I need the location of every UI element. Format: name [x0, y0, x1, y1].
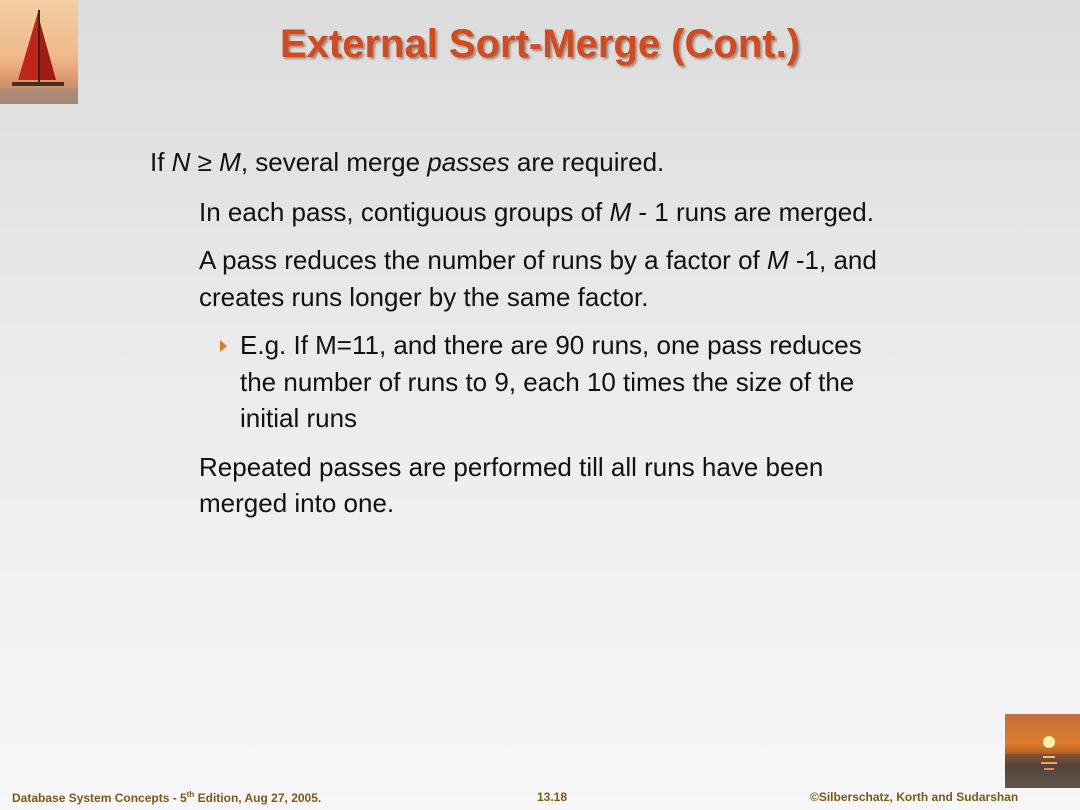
slide-title: External Sort-Merge (Cont.)	[279, 22, 801, 66]
bullet-4-line-1: Repeated passes are performed till all runs have been	[199, 452, 824, 482]
bullet-2: In each pass, contiguous groups of M - 1 runs are merged.	[199, 197, 874, 227]
bullet-3-line-1: A pass reduces the number of runs by a factor of M -1, and	[199, 245, 877, 275]
sunset-logo-icon	[1005, 714, 1080, 788]
sub-bullet-line-2: the number of runs to 9, each 10 times the size of the	[240, 367, 855, 397]
footer-page-number: 13.18	[537, 790, 568, 804]
sub-bullet-line-1: E.g. If M=11, and there are 90 runs, one pass reduces	[240, 330, 862, 360]
bullet-3-line-2: creates runs longer by the same factor.	[199, 282, 649, 312]
footer-book-info: Database System Concepts - 5th Edition, Aug 27, 2005.	[12, 790, 322, 805]
footer-copyright: ©Silberschatz, Korth and Sudarshan	[810, 790, 1019, 804]
sub-bullet-line-3: initial runs	[240, 403, 358, 433]
bullet-arrow-icon	[220, 340, 227, 352]
bullet-1: If N ≥ M, several merge passes are required.	[150, 147, 665, 177]
bullet-4-line-2: merged into one.	[199, 488, 395, 518]
